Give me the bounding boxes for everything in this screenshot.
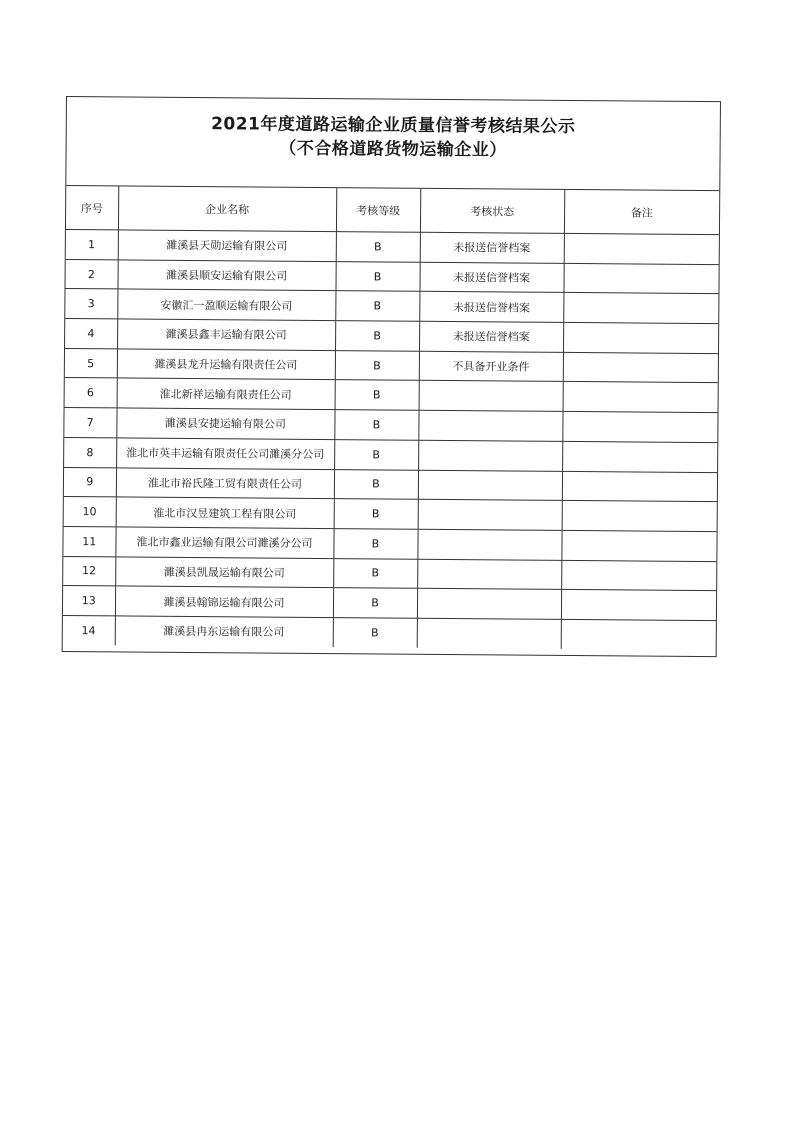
cell-status: 不具备开业条件 [419, 351, 563, 382]
cell-seq: 12 [63, 556, 115, 586]
cell-remark [563, 382, 718, 413]
cell-remark [561, 590, 716, 621]
cell-seq: 5 [65, 348, 117, 378]
cell-remark [562, 501, 717, 532]
cell-status [417, 559, 561, 590]
notice-sheet [62, 96, 721, 657]
cell-grade: B [333, 618, 417, 648]
cell-company-name: 淮北市汉昱建筑工程有限公司 [116, 497, 334, 528]
cell-seq: 11 [63, 526, 115, 556]
cell-company-name: 淮北市鑫业运输有限公司濉溪分公司 [115, 527, 333, 558]
header-seq: 序号 [66, 186, 118, 230]
cell-grade: B [334, 469, 418, 499]
header-status: 考核状态 [420, 189, 564, 234]
header-name: 企业名称 [118, 186, 336, 231]
cell-remark [563, 293, 718, 324]
cell-remark [561, 560, 716, 591]
cell-grade: B [335, 380, 419, 410]
cell-company-name: 濉溪县安捷运输有限公司 [116, 408, 334, 439]
cell-grade: B [335, 350, 419, 380]
cell-company-name: 濉溪县翰锦运输有限公司 [115, 586, 333, 617]
cell-grade: B [333, 558, 417, 588]
cell-grade: B [333, 588, 417, 618]
cell-grade: B [334, 499, 418, 529]
document-title: 2021年度道路运输企业质量信誉考核结果公示 [211, 114, 576, 138]
cell-remark [563, 322, 718, 353]
cell-seq: 4 [65, 319, 117, 349]
cell-status: 未报送信誉档案 [419, 262, 563, 293]
cell-remark [561, 619, 716, 649]
cell-company-name: 濉溪县龙升运输有限责任公司 [117, 349, 335, 380]
cell-status [417, 589, 561, 620]
cell-company-name: 安徽汇一盈顺运输有限公司 [117, 289, 335, 320]
cell-grade: B [334, 410, 418, 440]
cell-status [418, 470, 562, 501]
cell-company-name: 濉溪县凯晟运输有限公司 [115, 556, 333, 587]
cell-status: 未报送信誉档案 [419, 321, 563, 352]
cell-seq: 1 [66, 230, 118, 260]
header-remark: 备注 [564, 190, 719, 235]
table-header-row [66, 186, 719, 235]
cell-status [419, 381, 563, 412]
cell-company-name: 濉溪县冉东运输有限公司 [115, 616, 333, 647]
cell-company-name: 濉溪县天勋运输有限公司 [118, 230, 336, 261]
cell-status [418, 499, 562, 530]
cell-company-name: 淮北新祥运输有限责任公司 [117, 378, 335, 409]
cell-seq: 14 [63, 615, 115, 645]
cell-status [417, 618, 561, 648]
cell-remark [561, 530, 716, 561]
cell-company-name: 濉溪县鑫丰运输有限公司 [117, 319, 335, 350]
cell-remark [563, 263, 718, 294]
cell-grade: B [336, 232, 420, 262]
cell-company-name: 淮北市英丰运输有限责任公司濉溪分公司 [116, 438, 334, 469]
cell-remark [564, 233, 719, 264]
cell-status [418, 440, 562, 471]
cell-status [418, 410, 562, 441]
cell-seq: 10 [64, 497, 116, 527]
cell-grade: B [334, 439, 418, 469]
cell-company-name: 濉溪县顺安运输有限公司 [117, 260, 335, 291]
cell-seq: 13 [63, 586, 115, 616]
title-block [66, 97, 720, 191]
cell-status: 未报送信誉档案 [419, 292, 563, 323]
cell-status [417, 529, 561, 560]
cell-seq: 6 [65, 378, 117, 408]
cell-grade: B [335, 321, 419, 351]
cell-grade: B [335, 261, 419, 291]
cell-company-name: 淮北市裕氏隆工贸有限责任公司 [116, 467, 334, 498]
document-subtitle: （不合格道路货物运输企业） [279, 138, 507, 161]
cell-grade: B [335, 291, 419, 321]
header-grade: 考核等级 [336, 188, 420, 232]
cell-seq: 7 [64, 408, 116, 438]
cell-seq: 3 [65, 289, 117, 319]
results-table [63, 186, 720, 650]
cell-seq: 9 [64, 467, 116, 497]
cell-status: 未报送信誉档案 [420, 232, 564, 263]
cell-remark [562, 441, 717, 472]
cell-grade: B [333, 528, 417, 558]
cell-remark [562, 412, 717, 443]
cell-seq: 2 [65, 259, 117, 289]
cell-seq: 8 [64, 437, 116, 467]
cell-remark [562, 471, 717, 502]
table-row [63, 615, 716, 649]
cell-remark [563, 352, 718, 383]
